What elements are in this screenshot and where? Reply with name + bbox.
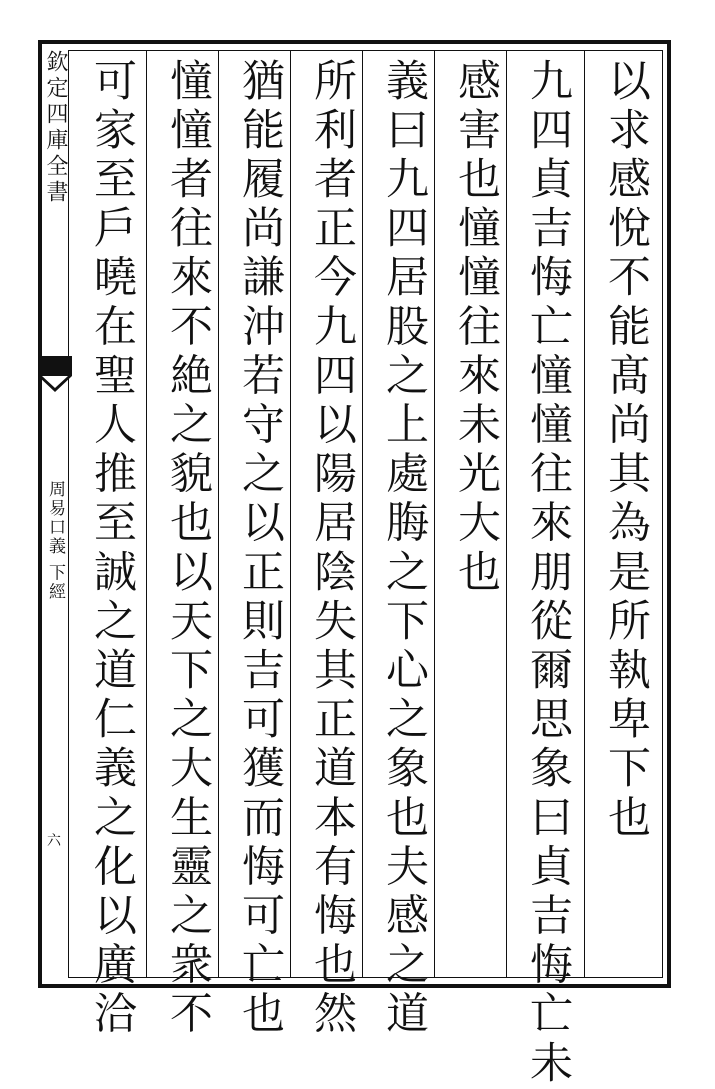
- column-rule: [362, 50, 363, 978]
- book-title: 欽定四庫全書: [43, 50, 68, 206]
- text-column: 感害也憧憧往來未光大也: [451, 58, 501, 599]
- text-column: 可家至戶曉在聖人推至誠之道仁義之化以廣洽: [87, 58, 137, 1040]
- column-rule: [290, 50, 291, 978]
- column-rule: [218, 50, 219, 978]
- text-column: 義曰九四居股之上處脢之下心之象也夫感之道: [379, 58, 429, 1040]
- column-rule: [434, 50, 435, 978]
- column-rule: [146, 50, 147, 978]
- text-column: 所利者正今九四以陽居陰失其正道本有悔也然: [307, 58, 357, 1040]
- page-margin-strip: [38, 40, 72, 988]
- text-column: 九四貞吉悔亡憧憧往來朋從爾思象曰貞吉悔亡未: [523, 58, 573, 1089]
- column-rule: [584, 50, 585, 978]
- column-rule: [506, 50, 507, 978]
- text-column: 憧憧者往來不絶之貌也以天下之大生靈之衆不: [163, 58, 213, 1040]
- text-column: 以求感悅不能髙尚其為是所執卑下也: [601, 58, 651, 844]
- text-column: 猶能履尚謙沖若守之以正則吉可獲而悔可亡也: [235, 58, 285, 1040]
- section-title: 周易口義 下經: [45, 480, 65, 602]
- fishtail-mark-icon: [38, 356, 72, 392]
- folio-number: 六: [47, 833, 61, 849]
